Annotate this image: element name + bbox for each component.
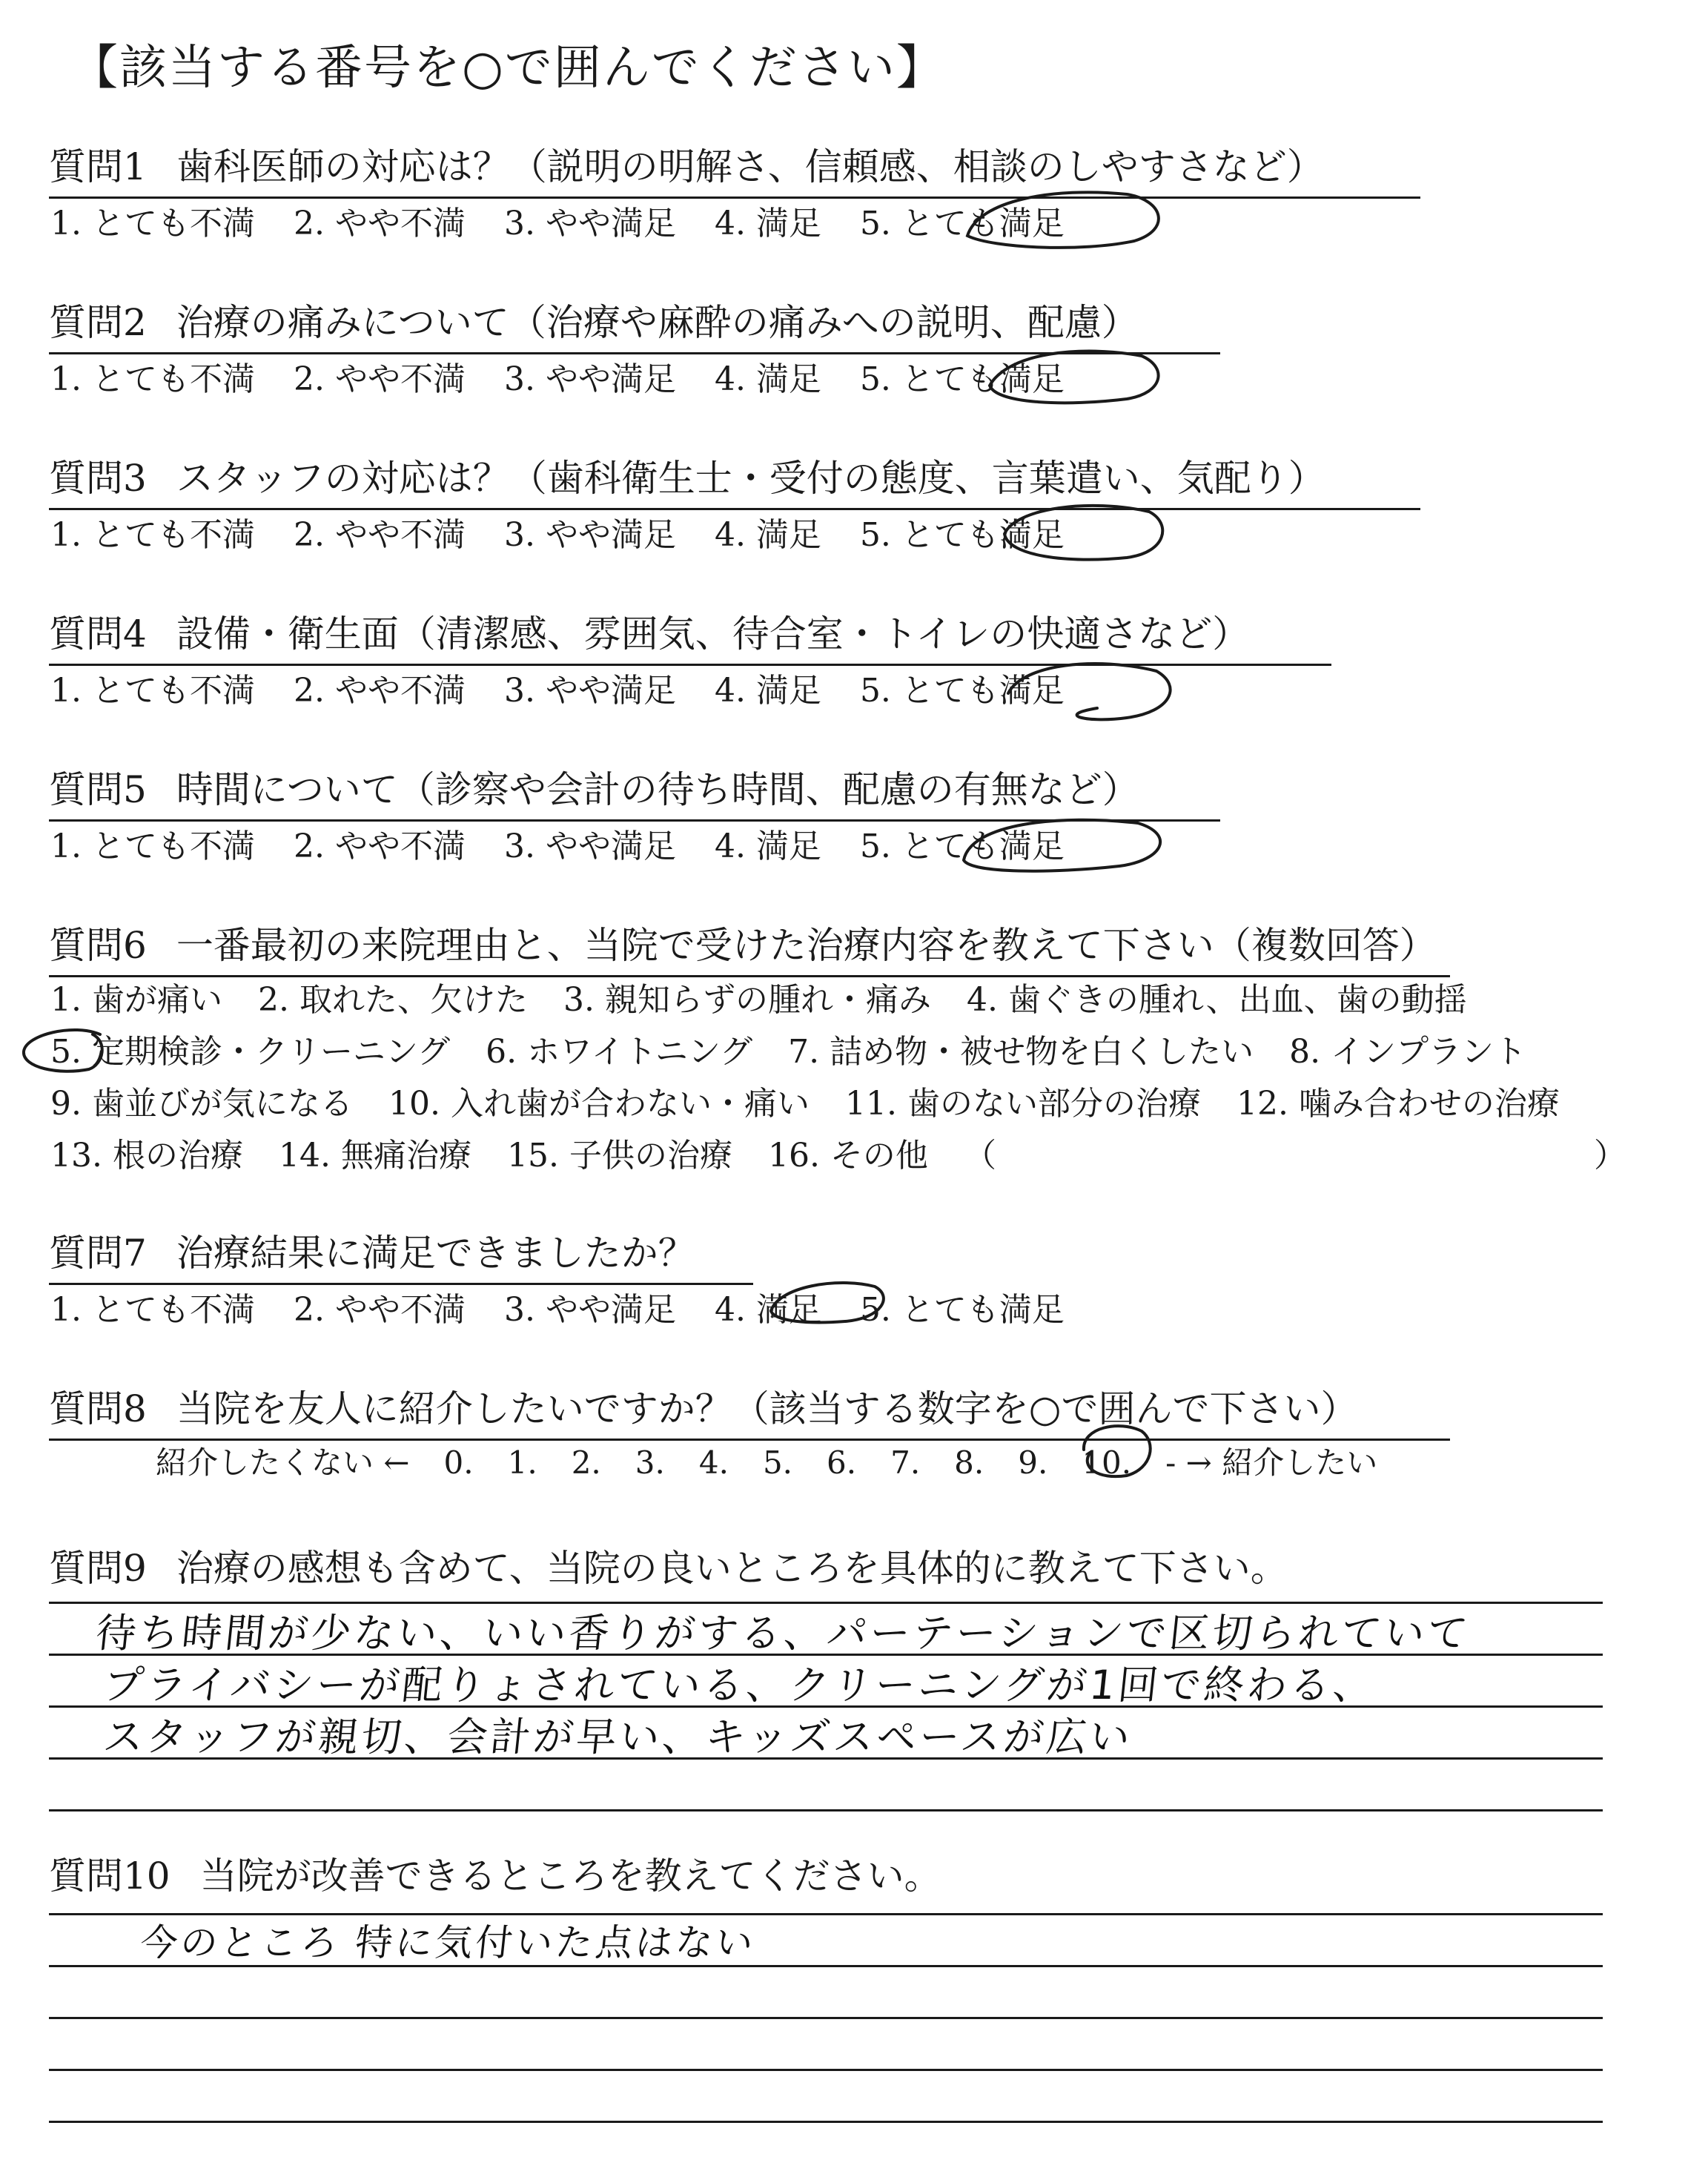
q3-option-4[interactable]: 4. 満足 (714, 516, 821, 554)
q6-option-10[interactable]: 10. 入れ歯が合わない・痛い (388, 1085, 810, 1123)
q1-option-2[interactable]: 2. やや不満 (293, 205, 466, 242)
q8-num-2[interactable]: 2. (571, 1444, 601, 1481)
q6-option-2[interactable]: 2. 取れた、欠けた (257, 981, 528, 1019)
q3-option-2[interactable]: 2. やや不満 (293, 516, 466, 554)
q6-option-6[interactable]: 6. ホワイトニング (486, 1033, 753, 1071)
q2-option-4[interactable]: 4. 満足 (714, 360, 821, 398)
q2-option-3[interactable]: 3. やや満足 (503, 360, 676, 398)
q3-option-3[interactable]: 3. やや満足 (503, 516, 676, 554)
q8-num-10[interactable]: 10. (1082, 1444, 1132, 1481)
q5-option-1[interactable]: 1. とても不満 (50, 828, 255, 865)
q1-option-1[interactable]: 1. とても不満 (50, 205, 255, 242)
q5-option-4[interactable]: 4. 満足 (714, 828, 821, 865)
question-10-text: 当院が改善できるところを教えてください。 (199, 1855, 941, 1898)
question-5-label: 質問5 (49, 768, 147, 811)
q8-num-1[interactable]: 1. (507, 1444, 537, 1481)
question-2-text: 治療の痛みについて（治療や麻酔の痛みへの説明、配慮） (176, 301, 1139, 344)
question-9-text: 治療の感想も含めて、当院の良いところを具体的に教えて下さい。 (176, 1547, 1288, 1590)
q3-selection-circle (1004, 506, 1162, 560)
question-8-text: 当院を友人に紹介したいですか？（該当する数字を○で囲んで下さい） (176, 1387, 1358, 1430)
question-4-label: 質問4 (49, 612, 147, 655)
question-2-label: 質問2 (49, 301, 147, 344)
q5-option-3[interactable]: 3. やや満足 (503, 828, 676, 865)
q6-option-5-selection-circle (24, 1030, 102, 1071)
q9-handwritten-answer-line-2[interactable]: プライバシーが配りょされている、クリーニングが1回で終わる、 (101, 1662, 1379, 1708)
q6-option-1[interactable]: 1. 歯が痛い (50, 981, 222, 1019)
q7-selection-circle (771, 1283, 884, 1322)
question-3-label: 質問3 (49, 457, 147, 500)
question-3-text: スタッフの対応は？（歯科衛生士・受付の態度、言葉遣い、気配り） (176, 457, 1325, 500)
q8-num-0[interactable]: 0. (443, 1444, 474, 1481)
q4-selection-circle (1008, 664, 1171, 719)
question-7-label: 質問7 (49, 1232, 147, 1275)
q8-num-9[interactable]: 9. (1018, 1444, 1048, 1481)
q2-option-2[interactable]: 2. やや不満 (293, 360, 466, 398)
question-4-text: 設備・衛生面（清潔感、雰囲気、待合室・トイレの快適さなど） (176, 612, 1250, 655)
q6-option-11[interactable]: 11. 歯のない部分の治療 (844, 1085, 1201, 1123)
q7-option-5[interactable]: 5. とても満足 (859, 1291, 1065, 1329)
page-title: 【該当する番号を○で囲んでください】 (70, 41, 945, 96)
q8-selection-circle (1084, 1426, 1151, 1476)
q5-option-5[interactable]: 5. とても満足 (859, 828, 1065, 865)
q6-option-9[interactable]: 9. 歯並びが気になる (50, 1085, 353, 1123)
q6-option-7[interactable]: 7. 詰め物・被せ物を白くしたい (788, 1033, 1254, 1071)
q6-option-16[interactable]: 16. その他 (767, 1137, 928, 1175)
q8-num-4[interactable]: 4. (698, 1444, 729, 1481)
q9-handwritten-answer-line-3[interactable]: スタッフが親切、会計が早い、キッズスペースが広い (101, 1714, 1136, 1760)
question-6-text: 一番最初の来院理由と、当院で受けた治療内容を教えて下さい（複数回答） (176, 924, 1437, 967)
question-9-label: 質問9 (49, 1547, 147, 1590)
q1-option-5[interactable]: 5. とても満足 (859, 205, 1065, 242)
question-7-text: 治療結果に満足できましたか？ (176, 1232, 695, 1275)
q1-option-3[interactable]: 3. やや満足 (503, 205, 676, 242)
q7-option-4[interactable]: 4. 満足 (714, 1291, 821, 1329)
q8-num-3[interactable]: 3. (635, 1444, 665, 1481)
q6-other-close-paren: ） (1594, 1137, 1626, 1175)
question-6-label: 質問6 (49, 924, 147, 967)
q4-option-5[interactable]: 5. とても満足 (859, 672, 1065, 710)
q6-option-5[interactable]: 5. 定期検診・クリーニング (50, 1033, 451, 1071)
q6-option-14[interactable]: 14. 無痛治療 (278, 1137, 471, 1175)
q4-option-2[interactable]: 2. やや不満 (293, 672, 466, 710)
q4-option-4[interactable]: 4. 満足 (714, 672, 821, 710)
question-1-text: 歯科医師の対応は？（説明の明解さ、信頼感、相談のしやすさなど） (176, 145, 1324, 188)
q7-option-3[interactable]: 3. やや満足 (503, 1291, 676, 1329)
q6-option-3[interactable]: 3. 親知らずの腫れ・痛み (563, 981, 931, 1019)
q3-option-5[interactable]: 5. とても満足 (859, 516, 1065, 554)
q7-option-1[interactable]: 1. とても不満 (50, 1291, 255, 1329)
q1-option-4[interactable]: 4. 満足 (714, 205, 821, 242)
q5-option-2[interactable]: 2. やや不満 (293, 828, 466, 865)
q4-option-3[interactable]: 3. やや満足 (503, 672, 676, 710)
q6-option-15[interactable]: 15. 子供の治療 (506, 1137, 732, 1175)
q1-selection-circle (967, 192, 1159, 248)
q3-option-1[interactable]: 1. とても不満 (50, 516, 255, 554)
question-1-label: 質問1 (49, 145, 147, 188)
q9-handwritten-answer-line-1[interactable]: 待ち時間が少ない、いい香りがする、パーテーションで区切られていて (93, 1610, 1473, 1657)
q6-other-open-paren: （ (963, 1137, 996, 1175)
q5-selection-circle (964, 820, 1160, 871)
question-5-text: 時間について（診察や会計の待ち時間、配慮の有無など） (176, 768, 1139, 811)
q6-option-13[interactable]: 13. 根の治療 (50, 1137, 243, 1175)
q2-option-1[interactable]: 1. とても不満 (50, 360, 255, 398)
question-8-label: 質問8 (49, 1387, 147, 1430)
q8-right-label: - → 紹介したい (1165, 1444, 1378, 1481)
q4-option-1[interactable]: 1. とても不満 (50, 672, 255, 710)
q8-num-8[interactable]: 8. (954, 1444, 984, 1481)
q6-option-8[interactable]: 8. インプラント (1289, 1033, 1527, 1071)
q10-handwritten-answer-line-1[interactable]: 今のところ 特に気付いた点はない (138, 1921, 758, 1964)
q6-option-12[interactable]: 12. 噛み合わせの治療 (1236, 1085, 1560, 1123)
q8-num-6[interactable]: 6. (827, 1444, 857, 1481)
question-10-label: 質問10 (49, 1855, 171, 1898)
q7-option-2[interactable]: 2. やや不満 (293, 1291, 466, 1329)
q2-option-5[interactable]: 5. とても満足 (859, 360, 1065, 398)
q8-num-7[interactable]: 7. (890, 1444, 921, 1481)
q6-option-4[interactable]: 4. 歯ぐきの腫れ、出血、歯の動揺 (966, 981, 1467, 1019)
q8-left-label: 紹介したくない ← (156, 1444, 410, 1481)
q8-num-5[interactable]: 5. (762, 1444, 793, 1481)
q2-selection-circle (990, 351, 1159, 403)
